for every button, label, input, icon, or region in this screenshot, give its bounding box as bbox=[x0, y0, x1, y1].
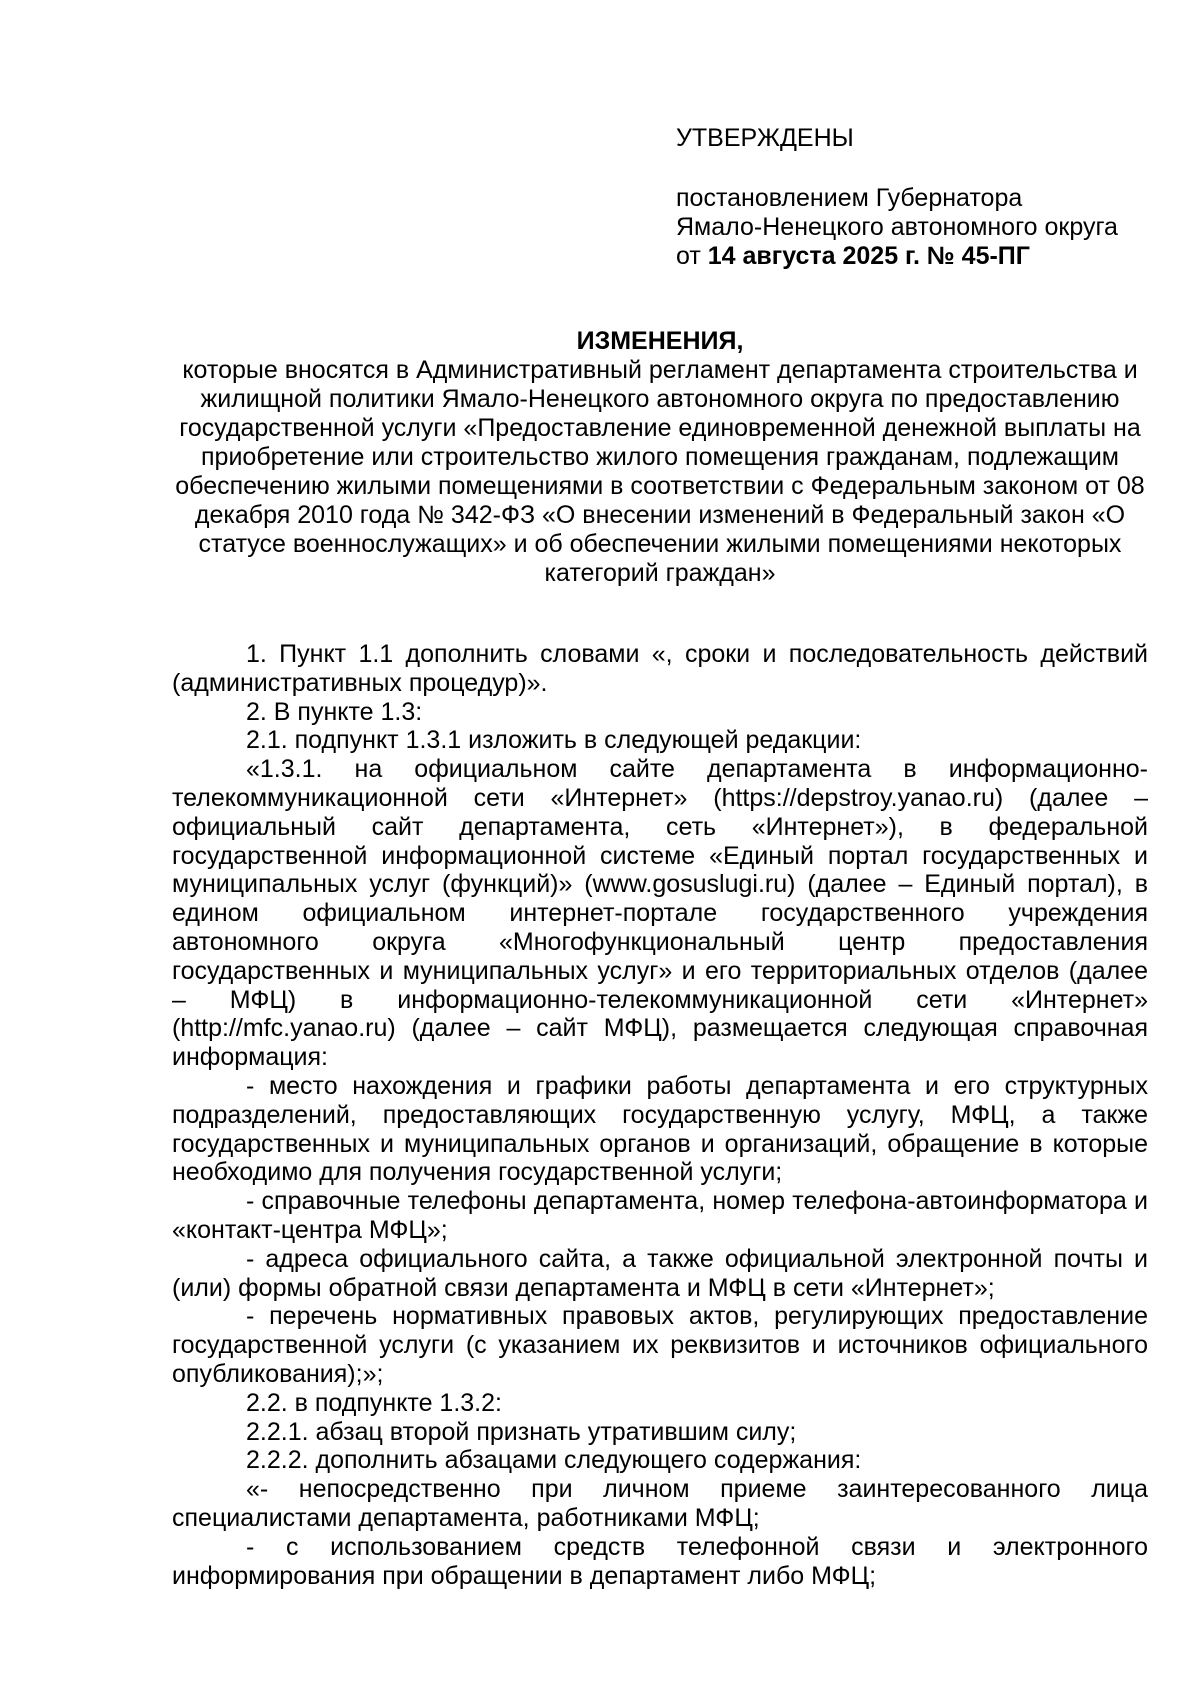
paragraph-item-1-3-1-text: «1.3.1. на официальном сайте департамента в информационно-телекоммуникационной сети «Интернет» (https://depstroy.yanao.ru) (далее – официальный сайт департамента, сеть «Интернет»), в федеральной государственной информационной системе «Единый портал государственных и муниципальных услуг (функций)» (www.gosuslugi.ru) (далее – Единый портал), в едином официальном интернет-портале государственного учреждения автономного округа «Многофункциональный центр предоставления государственных и муниципальных услуг» и его территориальных отделов (далее – МФЦ) в информационно-телекоммуникационной сети «Интернет» (http://mfc.yanao.ru) (далее – сайт МФЦ), размещается следующая справочная информация: bbox=[172, 755, 1148, 1072]
bullet-legal-acts: - перечень нормативных правовых актов, регулирующих предоставление государственной услуги (с указанием их реквизитов и источников официального опубликования);»; bbox=[172, 1302, 1148, 1388]
document-body bbox=[172, 640, 1148, 1590]
approval-date-value: 14 августа 2025 г. № 45-ПГ bbox=[707, 242, 1030, 270]
approval-line-region: Ямало-Ненецкого автономного округа bbox=[676, 213, 1118, 241]
bullet-websites: - адреса официального сайта, а также официальной электронной почты и (или) формы обратной связи департамента и МФЦ в сети «Интернет»; bbox=[172, 1244, 1148, 1302]
paragraph-item-1: 1. Пункт 1.1 дополнить словами «, сроки и последовательность действий (административных процедур)». bbox=[172, 640, 1148, 697]
paragraph-item-2-2-2: 2.2.2. дополнить абзацами следующего содержания: bbox=[246, 1446, 862, 1475]
document-title: ИЗМЕНЕНИЯ, bbox=[576, 327, 744, 355]
approval-block bbox=[676, 124, 1146, 271]
bullet-phone-electronic: - с использованием средств телефонной связи и электронного информирования при обращении в департамент либо МФЦ; bbox=[172, 1532, 1148, 1590]
approval-line-resolution: постановлением Губернатора bbox=[676, 184, 1023, 212]
bullet-personal-reception: «- непосредственно при личном приеме заинтересованного лица специалистами департамента, работниками МФЦ; bbox=[172, 1475, 1148, 1532]
approval-date-line bbox=[676, 242, 1146, 271]
bullet-phones: - справочные телефоны департамента, номер телефона-автоинформатора и «контакт-центра МФЦ»; bbox=[172, 1187, 1148, 1244]
paragraph-item-2: 2. В пункте 1.3: bbox=[246, 697, 423, 726]
paragraph-item-2-2-1: 2.2.1. абзац второй признать утратившим силу; bbox=[246, 1417, 797, 1446]
approval-word: УТВЕРЖДЕНЫ bbox=[676, 124, 854, 152]
paragraph-item-2-2: 2.2. в подпункте 1.3.2: bbox=[246, 1388, 502, 1417]
bullet-location-schedule: - место нахождения и графики работы департамента и его структурных подразделений, предоставляющих государственную услугу, МФЦ, а также государственных и муниципальных органов и организаций, обращение в которые необходимо для получения государственной услуги; bbox=[172, 1071, 1148, 1187]
document-title-block bbox=[170, 327, 1150, 588]
approval-date-prefix: от bbox=[676, 242, 708, 270]
document-subtitle: которые вносятся в Административный регламент департамента строительства и жилищной политики Ямало-Ненецкого автономного округа по предоставлению государственной услуги «Предоставление единовременной денежной выплаты на приобретение или строительство жилого помещения гражданам, подлежащим обеспечению жилыми помещениями в соответствии с Федеральным законом от 08 декабря 2010 года № 342-ФЗ «О внесении изменений в Федеральный закон «О статусе военнослужащих» и об обеспечении жилыми помещениями некоторых категорий граждан» bbox=[175, 356, 1145, 587]
paragraph-item-2-1: 2.1. подпункт 1.3.1 изложить в следующей редакции: bbox=[246, 726, 862, 755]
